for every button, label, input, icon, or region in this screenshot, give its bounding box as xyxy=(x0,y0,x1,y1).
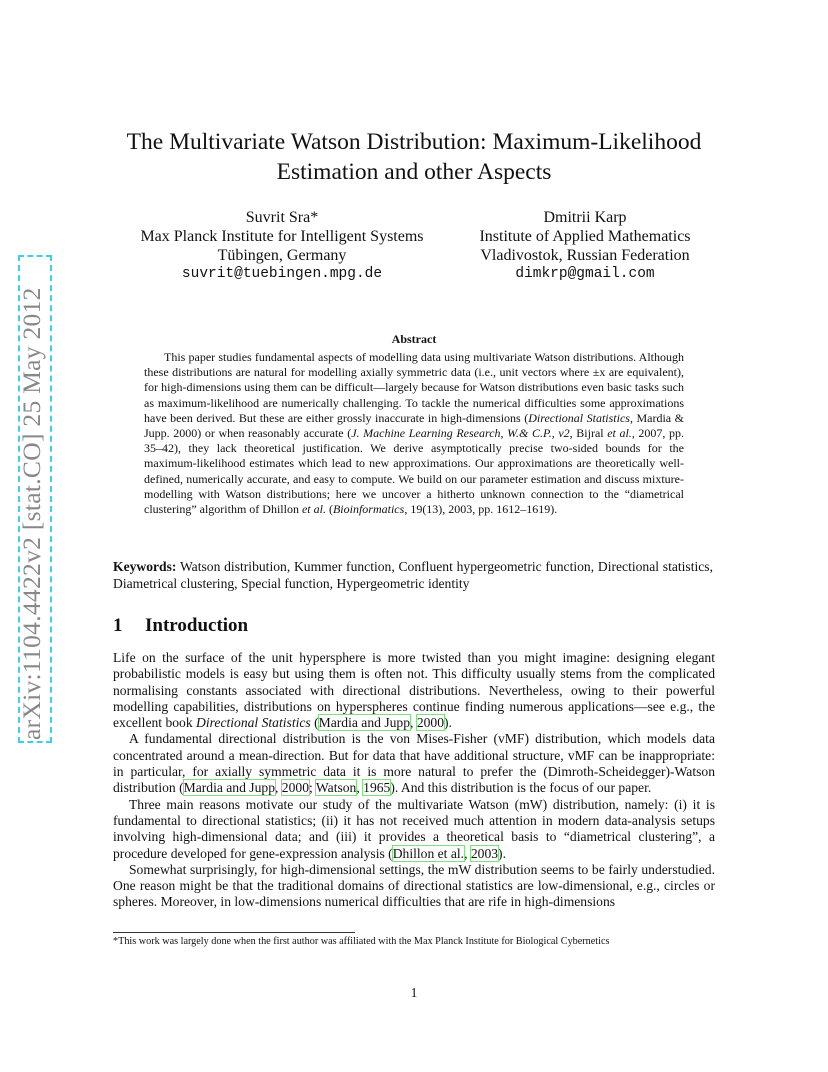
section-title: Introduction xyxy=(145,615,249,636)
text-segment: ). And this distribution is the focus of our paper. xyxy=(390,780,652,796)
text-segment: Three main reasons motivate our study of the multivariate Watson (mW) distribution, namely: (i) it is fundamental to directional statistics; (ii) it has not received much attention in modern data-analysis setups involving high-dimensional data; and (iii) it provides a theoretical basis to “diametrical clustering”, a procedure developed for gene-expression analysis ( xyxy=(113,796,715,861)
section-heading xyxy=(113,615,248,637)
abstract-segment: ( xyxy=(325,502,333,517)
paragraph xyxy=(113,731,715,796)
abstract-italic: Directional Statistics xyxy=(528,410,630,425)
author-affiliation: Institute of Applied Mathematics xyxy=(479,228,691,245)
keywords xyxy=(113,559,713,592)
abstract-segment: , 2007, pp. 35–42), they lack theoretical justification. We derive asymptotically precise two-sided bounds for the maximum-likelihood estimates which lead to new approximations. Our approximations are theoretically well-defined, numerically accurate, and easy to compute. We build on our parameter estimation and discuss mixture-modelling with Watson distributions; here we uncover a hitherto unknown connection to the “diametrical clustering” algorithm of Dhillon xyxy=(144,426,685,517)
author-block-2 xyxy=(464,208,706,284)
author-location: Vladivostok, Russian Federation xyxy=(480,247,690,264)
abstract-segment: This paper studies fundamental aspects of modelling data using multivariate Watson distributions. Although these distributions are natural for modelling axially symmetric data (i.e., unit vectors where ±x are equivalent), for high-dimensions using them can be difficult—largely because for Watson distributions even basic tasks such as maximum-likelihood are numerically challenging. To tackle the numerical difficulties some approximations have been derived. But these are either grossly inaccurate in high-dimensions ( xyxy=(144,350,684,425)
abstract-italic: J. Machine Learning Research, W.& C.P., v2 xyxy=(351,426,570,441)
text-segment: A fundamental directional distribution is the von Mises-Fisher (vMF) distribution, which models data concentrated around a mean-direction. But for data that have additional structure, vMF can be inappropriate: in particular, for axially symmetric data it is more natural to prefer the (Dimroth-Scheidegger)-Watson distribution ( xyxy=(113,731,715,796)
author-affiliation: Max Planck Institute for Intelligent Systems xyxy=(140,228,424,245)
text-segment: ( xyxy=(310,715,319,731)
paragraph: Somewhat surprisingly, for high-dimensional settings, the mW distribution seems to be fairly understudied. One reason might be that the traditional domains of directional statistics are low-dimensional, e.g., circles or spheres. Moreover, in low-dimensions numerical difficulties that are rife in high-dimensions xyxy=(113,861,715,910)
citation-link[interactable]: 1965 xyxy=(363,780,391,796)
author-block-1 xyxy=(122,208,442,284)
section-number: 1 xyxy=(113,615,123,636)
text-segment: ). xyxy=(444,715,452,731)
page-number: 1 xyxy=(410,985,418,1000)
citation-link[interactable]: Dhillon et al. xyxy=(392,845,465,861)
text-segment: ). xyxy=(498,845,506,861)
abstract-italic: et al. xyxy=(301,502,326,517)
abstract-segment: , Mardia & Jupp. 2000) or when reasonably accurate ( xyxy=(144,410,684,441)
footnote-rule xyxy=(113,932,355,933)
abstract-heading: Abstract xyxy=(391,332,437,346)
citation-link[interactable]: Mardia and Jupp xyxy=(318,715,411,731)
author-email: suvrit@tuebingen.mpg.de xyxy=(181,266,383,282)
italic-text: Directional Statistics xyxy=(196,715,311,731)
abstract-italic: Bioinformatics xyxy=(332,502,405,517)
author-name: Suvrit Sra* xyxy=(245,209,319,226)
arxiv-stamp[interactable]: arXiv:1104.4422v2 [stat.CO] 25 May 2012 xyxy=(17,287,46,740)
footnote: *This work was largely done when the first author was affiliated with the Max Planck Institute for Biological Cybernetics xyxy=(113,936,610,947)
abstract-text xyxy=(144,350,684,517)
author-name: Dmitrii Karp xyxy=(543,209,627,226)
text-segment: , xyxy=(410,715,417,731)
paragraph xyxy=(113,797,715,862)
citation-link[interactable]: 2000 xyxy=(281,780,309,796)
text-segment: , xyxy=(275,780,282,796)
author-email: dimkrp@gmail.com xyxy=(515,266,655,282)
text-segment: , xyxy=(356,780,364,796)
keywords-label: Keywords: xyxy=(113,559,177,574)
paragraph xyxy=(113,650,715,731)
author-location: Tübingen, Germany xyxy=(217,247,347,264)
abstract-segment: , Bijral xyxy=(569,426,608,441)
citation-link[interactable]: Mardia and Jupp xyxy=(183,780,275,796)
text-segment: Life on the surface of the unit hypersphere is more twisted than you might imagine: designing elegant probabilistic models is easy but using them is often not. This difficulty usually stems from the complicated normalising constants associated with directional distributions. Nevertheless, owing to their powerful modelling capabilities, distributions on hyperspheres continue finding numerous applications—see e.g., the excellent book xyxy=(113,650,715,731)
text-segment: , xyxy=(464,845,471,861)
citation-link[interactable]: 2000 xyxy=(416,715,445,731)
abstract-italic: et al. xyxy=(607,426,632,441)
abstract-segment: , 19(13), 2003, pp. 1612–1619). xyxy=(404,502,558,517)
citation-link[interactable]: Watson xyxy=(315,780,357,796)
paper-title: The Multivariate Watson Distribution: Maximum-Likelihood Estimation and other Aspects xyxy=(126,129,702,185)
citation-link[interactable]: 2003 xyxy=(470,845,499,861)
introduction-body xyxy=(113,650,715,911)
text-segment: ; xyxy=(308,780,316,796)
keywords-text: Watson distribution, Kummer function, Confluent hypergeometric function, Directional statistics, Diametrical clustering, Special function, Hypergeometric identity xyxy=(113,559,713,591)
